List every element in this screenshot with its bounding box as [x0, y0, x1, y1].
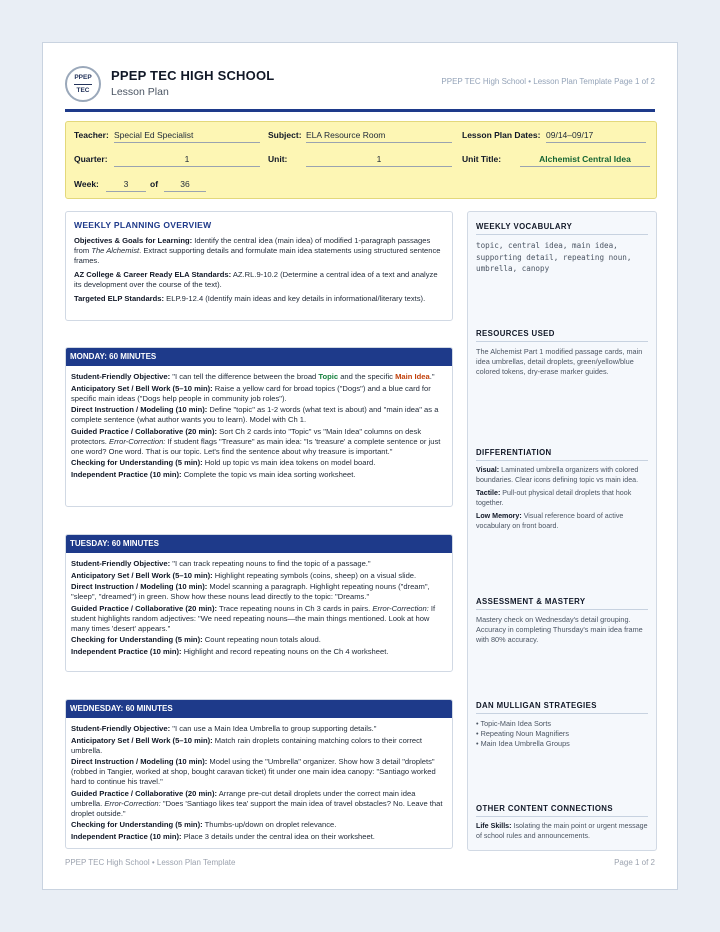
mulligan-list — [476, 719, 648, 749]
objectives-paragraph — [74, 236, 444, 266]
tuesday-direct-instruction-text: Model scanning a paragraph. Highlight repeating nouns ("dream", "sleep", "dreamed") in green. Show how these nouns lead directly to the topic: "Dreams." — [71, 582, 430, 601]
wednesday-cfu-label: Checking for Understanding (5 min): — [71, 820, 203, 829]
wednesday-independent-practice-text: Place 3 details under the central idea on their worksheet. — [183, 831, 375, 841]
differentiation-memory-label: Low Memory: — [476, 512, 522, 520]
mulligan-title: DAN MULLIGAN STRATEGIES — [476, 701, 648, 714]
monday-guided-practice-text-1: Sort Ch 2 cards into "Topic" vs "Main Idea" columns on desk protectors. — [71, 426, 422, 446]
vocabulary-list: topic, central idea, main idea, supporting detail, repeating noun, umbrella, canopy — [476, 241, 632, 273]
unit-field[interactable]: 1 — [306, 154, 452, 167]
differentiation-section — [476, 448, 648, 535]
footer-left: PPEP TEC High School • Lesson Plan Template — [65, 858, 236, 867]
tuesday-objective-text: "I can track repeating nouns to find the topic of a passage." — [172, 559, 371, 568]
lesson-info-box — [65, 121, 657, 199]
dates-field[interactable]: 09/14–09/17 — [546, 130, 646, 143]
wednesday-body — [66, 718, 452, 847]
unit-label: Unit: — [268, 154, 288, 164]
differentiation-title: DIFFERENTIATION — [476, 448, 648, 461]
connections-title: OTHER CONTENT CONNECTIONS — [476, 804, 648, 817]
differentiation-visual-text: Laminated umbrella organizers with colored boundaries. Clear icons defining topic vs main idea. — [476, 466, 639, 484]
tuesday-anticipatory-text: Highlight repeating symbols (coins, sheep) on a visual slide. — [214, 570, 417, 580]
assessment-section — [476, 597, 648, 644]
differentiation-tactile-label: Tactile: — [476, 489, 501, 497]
monday-objective-label: Student-Friendly Objective: — [71, 372, 171, 381]
week-field[interactable]: 3 — [106, 179, 146, 192]
monday-independent-practice-text: Complete the topic vs main idea sorting worksheet. — [183, 469, 356, 479]
connections-body: Isolating the main point or urgent message of school rules and announcements. — [476, 822, 648, 840]
monday-cfu — [71, 458, 447, 468]
school-name: PPEP TEC HIGH SCHOOL — [111, 68, 275, 83]
tuesday-independent-practice-label: Independent Practice (10 min): — [71, 646, 182, 656]
tuesday-cfu — [71, 635, 447, 645]
resources-text: The Alchemist Part 1 modified passage cards, main idea umbrellas, detail droplets, green/yellow/blue colored tokens, dry-erase marker guides. — [476, 347, 643, 376]
page-header — [65, 65, 655, 109]
wednesday-error-correction-label: Error-Correction: — [104, 798, 161, 808]
monday-independent-practice-label: Independent Practice (10 min): — [71, 469, 182, 479]
objectives-book: The Alchemist — [91, 246, 140, 255]
tuesday-guided-practice-label: Guided Practice / Collaborative (20 min): — [71, 603, 218, 613]
info-row-3 — [74, 175, 648, 193]
differentiation-tactile-text: Pull-out physical detail droplets that hook together. — [476, 489, 632, 507]
monday-objective-text-1: "I can tell the difference between the broad — [172, 372, 317, 381]
lesson-plan-page — [42, 42, 678, 890]
school-logo — [65, 66, 101, 102]
unit-title-field[interactable]: Alchemist Central Idea — [520, 154, 650, 167]
assessment-text: Mastery check on Wednesday's detail grouping. Accuracy in completing Thursday's main idea frame with 80% accuracy. — [476, 615, 643, 644]
monday-error-correction-label: Error-Correction: — [109, 436, 166, 446]
wednesday-guided-practice-text-1: Arrange pre-cut detail droplets under the correct main idea umbrella. — [71, 788, 416, 808]
wednesday-independent-practice-label: Independent Practice (10 min): — [71, 831, 182, 841]
objectives-text-1: Identify the central idea (main idea) of modified 1-paragraph passages from — [74, 236, 431, 255]
header-page-info: PPEP TEC High School • Lesson Plan Template Page 1 of 2 — [441, 77, 655, 86]
monday-anticipatory — [71, 384, 447, 404]
info-row-2 — [74, 150, 648, 168]
monday-section — [65, 347, 453, 507]
monday-objective — [71, 372, 447, 382]
elp-standards-label: Targeted ELP Standards: — [74, 294, 165, 303]
quarter-label: Quarter: — [74, 154, 108, 164]
week-of-label: of — [150, 179, 159, 189]
wednesday-independent-practice — [71, 832, 447, 842]
connections-text — [476, 822, 648, 841]
az-standards-text: AZ.RL.9-10.2 (Determine a central idea of a text and analyze its development over the course of the text). — [74, 270, 438, 289]
monday-independent-practice — [71, 470, 447, 480]
tuesday-anticipatory-label: Anticipatory Set / Bell Work (5–10 min): — [71, 570, 213, 580]
objectives-label: Objectives & Goals for Learning: — [74, 236, 193, 245]
tuesday-cfu-label: Checking for Understanding (5 min): — [71, 635, 203, 644]
monday-objective-main-idea: Main Idea — [395, 372, 430, 381]
monday-direct-instruction — [71, 405, 447, 425]
wednesday-guided-practice-text-2: "Does 'Santiago likes tea' support the main idea of travel obstacles? No. Leave that droplet outside." — [71, 798, 443, 818]
monday-objective-text-2: and the specific — [340, 372, 393, 381]
wednesday-direct-instruction — [71, 757, 447, 787]
tuesday-heading: TUESDAY: 60 MINUTES — [66, 535, 452, 553]
monday-heading: MONDAY: 60 MINUTES — [66, 348, 452, 366]
tuesday-direct-instruction-label: Direct Instruction / Modeling (10 min): — [71, 582, 208, 591]
wednesday-objective-label: Student-Friendly Objective: — [71, 724, 171, 733]
week-total-field[interactable]: 36 — [164, 179, 206, 192]
overview-title: WEEKLY PLANNING OVERVIEW — [74, 220, 212, 230]
wednesday-objective — [71, 724, 447, 734]
wednesday-anticipatory-text: Match rain droplets containing matching colors to their correct umbrella. — [71, 735, 423, 755]
subject-field[interactable]: ELA Resource Room — [306, 130, 452, 143]
tuesday-direct-instruction — [71, 582, 447, 602]
wednesday-direct-instruction-text: Model using the "Umbrella" organizer. Show how 3 detail "droplets" (robbed in Tangier, worked at shop, bought caravan ticket) fit under one main idea canopy: "Santiago worked hard to continue his travel." — [71, 757, 436, 786]
differentiation-visual-label: Visual: — [476, 466, 500, 474]
resources-section — [476, 329, 648, 376]
tuesday-anticipatory — [71, 571, 447, 581]
wednesday-direct-instruction-label: Direct Instruction / Modeling (10 min): — [71, 757, 208, 766]
monday-body — [66, 366, 452, 485]
tuesday-error-correction-label: Error-Correction: — [372, 603, 429, 613]
dates-label: Lesson Plan Dates: — [462, 130, 541, 140]
monday-direct-instruction-label: Direct Instruction / Modeling (10 min): — [71, 405, 208, 414]
subject-label: Subject: — [268, 130, 302, 140]
weekly-planning-overview — [65, 211, 453, 321]
tuesday-guided-practice — [71, 604, 447, 634]
connections-label: Life Skills: — [476, 822, 512, 830]
list-item: • Repeating Noun Magnifiers — [476, 729, 570, 738]
document-subtitle: Lesson Plan — [111, 86, 169, 98]
wednesday-anticipatory — [71, 736, 447, 756]
header-divider — [65, 109, 655, 112]
wednesday-guided-practice — [71, 789, 447, 819]
tuesday-independent-practice-text: Highlight and record repeating nouns on the Ch 4 worksheet. — [183, 646, 389, 656]
list-item: • Topic-Main Idea Sorts — [476, 719, 552, 728]
tuesday-body — [66, 553, 452, 662]
tuesday-guided-practice-text-2: If student highlights random adjectives: "We need repeating nouns—the main things mentioned. Look at how many times 'desert' appears." — [71, 603, 436, 633]
resources-title: RESOURCES USED — [476, 329, 648, 342]
wednesday-section — [65, 699, 453, 849]
vocabulary-section — [476, 222, 648, 275]
wednesday-cfu-text: Thumbs-up/down on droplet relevance. — [204, 820, 337, 829]
tuesday-objective — [71, 559, 447, 569]
week-label: Week: — [74, 179, 99, 189]
monday-cfu-text: Hold up topic vs main idea tokens on model board. — [204, 458, 376, 467]
elp-standards-text: ELP.9-12.4 (Identify main ideas and key details in informational/literary texts). — [166, 294, 426, 303]
monday-guided-practice-text-2: If student flags "Treasure" as main idea: "Is 'treasure' a complete sentence or just one word? One word. That is our topic. Let's find the sentence about why treasure is important." — [71, 436, 441, 456]
monday-guided-practice — [71, 427, 447, 457]
monday-objective-text-3: ." — [429, 372, 435, 381]
tuesday-guided-practice-text-1: Trace repeating nouns in Ch 3 cards in pairs. — [219, 603, 371, 613]
differentiation-tactile — [476, 489, 648, 508]
objectives-text-2: . Extract supporting details and formulate main idea statements using structured sentence frames. — [74, 246, 441, 265]
info-row-1 — [74, 126, 648, 144]
logo-line-1: PPEP — [74, 74, 91, 84]
assessment-title: ASSESSMENT & MASTERY — [476, 597, 648, 610]
tuesday-objective-label: Student-Friendly Objective: — [71, 559, 171, 568]
unit-title-label: Unit Title: — [462, 154, 502, 164]
differentiation-memory — [476, 512, 648, 531]
teacher-field[interactable]: Special Ed Specialist — [114, 130, 260, 143]
monday-objective-topic: Topic — [318, 372, 339, 381]
mulligan-section — [476, 701, 648, 749]
monday-cfu-label: Checking for Understanding (5 min): — [71, 458, 203, 467]
wednesday-objective-text: "I can use a Main Idea Umbrella to group supporting details." — [172, 724, 377, 733]
quarter-field[interactable]: 1 — [114, 154, 260, 167]
monday-anticipatory-text: Raise a yellow card for broad topics ("Dogs") and a blue card for specific main ideas ("Dogs help people in community job roles"). — [71, 383, 431, 403]
wednesday-guided-practice-label: Guided Practice / Collaborative (20 min): — [71, 788, 218, 798]
wednesday-cfu — [71, 820, 447, 830]
tuesday-section — [65, 534, 453, 672]
monday-guided-practice-label: Guided Practice / Collaborative (20 min): — [71, 426, 218, 436]
elp-standards-paragraph — [74, 294, 444, 304]
differentiation-visual — [476, 466, 648, 485]
monday-anticipatory-label: Anticipatory Set / Bell Work (5–10 min): — [71, 383, 213, 393]
az-standards-label: AZ College & Career Ready ELA Standards: — [74, 270, 232, 279]
logo-line-2: TEC — [76, 86, 90, 94]
differentiation-memory-text: Visual reference board of active vocabulary on front board. — [476, 512, 624, 530]
wednesday-heading: WEDNESDAY: 60 MINUTES — [66, 700, 452, 718]
teacher-label: Teacher: — [74, 130, 109, 140]
sidebar — [467, 211, 657, 851]
connections-section — [476, 804, 648, 845]
tuesday-cfu-text: Count repeating noun totals aloud. — [204, 635, 321, 644]
tuesday-independent-practice — [71, 647, 447, 657]
list-item: • Main Idea Umbrella Groups — [476, 739, 570, 748]
az-standards-paragraph — [74, 270, 444, 290]
footer-page-number: Page 1 of 2 — [614, 858, 655, 867]
vocabulary-title: WEEKLY VOCABULARY — [476, 222, 648, 235]
monday-direct-instruction-text: Define "topic" as 1-2 words (what text is about) and "main idea" as a complete sentence (what author wants you to learn). Model with Ch 1. — [71, 405, 439, 424]
wednesday-anticipatory-label: Anticipatory Set / Bell Work (5–10 min): — [71, 735, 213, 745]
